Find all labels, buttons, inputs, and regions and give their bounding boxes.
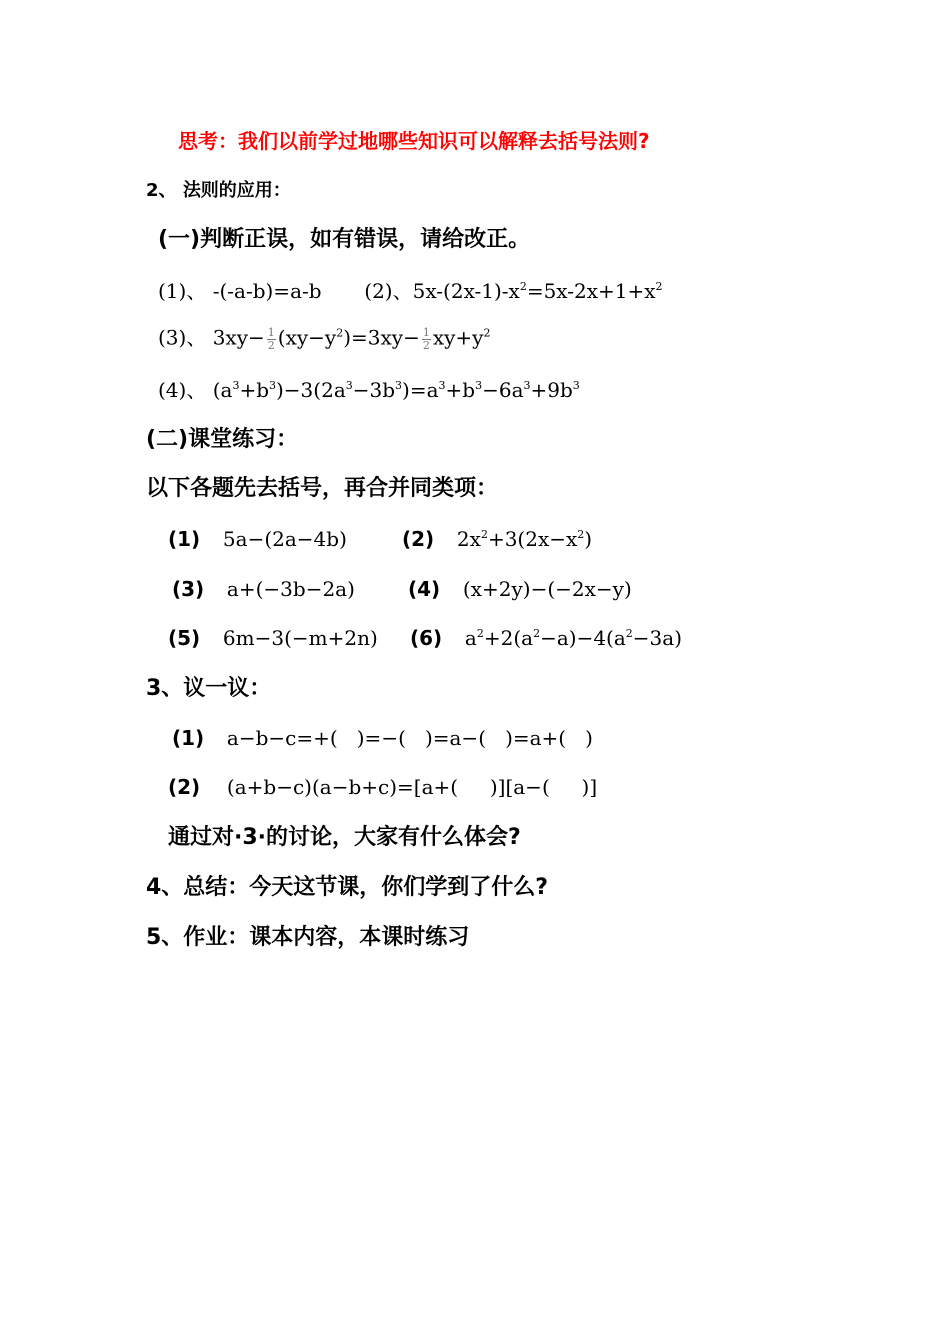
discussion-2: [168, 777, 597, 797]
p1-expr: 5a−(2a−4b): [222, 527, 347, 551]
p5-label: (5): [168, 626, 201, 650]
section-2-heading: [146, 182, 291, 200]
q4-part-c: )−3(2a: [276, 378, 346, 402]
section-title: 法则的应用：: [182, 180, 291, 201]
q1-label: (1)、: [158, 279, 207, 303]
d2-label: (2): [168, 775, 201, 799]
p6-part-d: −3a): [632, 626, 682, 650]
q3-fraction-2: [422, 327, 431, 351]
p6-part-c: −a)−4(a: [540, 626, 626, 650]
p5-expr: 6m−3(−m+2n): [222, 626, 378, 650]
practice-5: [168, 628, 378, 648]
practice-3: [172, 579, 355, 599]
p6-part-b: +2(a: [483, 626, 534, 650]
d1-expr: a−b−c=+( )=−( )=a−( )=a+( ): [226, 726, 593, 750]
p2-label: (2): [402, 527, 435, 551]
q4-exp: 3: [523, 378, 531, 392]
p2-exp: 2: [577, 527, 585, 541]
section-3-heading: 3、议一议：: [146, 676, 272, 701]
q4-part-h: +9b: [530, 378, 573, 402]
section-4-summary: 4、总结：今天这节课，你们学到了什么?: [146, 875, 549, 900]
practice-1: [168, 529, 347, 549]
p4-expr: (x+2y)−(−2x−y): [462, 577, 632, 601]
p3-label: (3): [172, 577, 205, 601]
q4-part-d: −3b: [352, 378, 396, 402]
q4-part-f: +b: [445, 378, 476, 402]
q1-expr: -(-a-b)=a-b: [212, 279, 322, 303]
p1-label: (1): [168, 527, 201, 551]
section-5-homework: 5、作业：课本内容，本课时练习: [146, 925, 470, 950]
q4-part-a: (a: [212, 378, 233, 402]
p6-exp: 2: [533, 626, 541, 640]
q2-expr-a: 5x-(2x-1)-x: [412, 279, 520, 303]
part-2-instruction: 以下各题先去括号，再合并同类项：: [146, 476, 499, 501]
discussion-1: [172, 728, 593, 748]
fraction-denominator: 2: [422, 338, 430, 352]
p2-exp: 2: [480, 527, 488, 541]
fraction-numerator: 1: [267, 326, 275, 339]
part-2-title: (二)课堂练习：: [146, 427, 299, 452]
q3-part-a: 3xy−: [212, 325, 265, 350]
q3-part-c: )=3xy−: [343, 325, 420, 350]
q2-label: (2)、: [364, 279, 413, 303]
q3-part-d: xy+y: [432, 325, 484, 350]
exercise-row-3: [158, 327, 490, 351]
q4-exp: 3: [475, 378, 483, 392]
section-number: 2、: [146, 180, 177, 201]
p3-expr: a+(−3b−2a): [226, 577, 355, 601]
q4-exp: 3: [269, 378, 276, 392]
q4-exp: 3: [572, 378, 580, 392]
p6-exp: 2: [476, 626, 484, 640]
q3-fraction-1: [267, 327, 276, 351]
q4-exp: 3: [345, 378, 353, 392]
q4-label: (4)、: [158, 378, 207, 402]
part-1-title: (一)判断正误，如有错误，请给改正。: [158, 227, 531, 252]
q2-exp-2: 2: [655, 279, 663, 293]
q4-exp: 3: [232, 378, 240, 392]
q2-expr-b: =5x-2x+1+x: [526, 279, 656, 303]
q3-exp-1: 2: [336, 326, 344, 340]
d2-expr: (a+b−c)(a−b+c)=[a+( )][a−( )]: [226, 775, 598, 799]
exercise-row-4: [158, 380, 580, 400]
p4-label: (4): [408, 577, 441, 601]
q4-part-b: +b: [239, 378, 269, 402]
practice-6: [410, 628, 682, 648]
p2-part-a: 2x: [456, 527, 481, 551]
q2-exp-1: 2: [519, 279, 527, 293]
q4-part-g: −6a: [482, 378, 524, 402]
p2-part-c: ): [584, 527, 593, 551]
p2-part-b: +3(2x−x: [487, 527, 578, 551]
q4-exp: 3: [438, 378, 446, 392]
fraction-numerator: 1: [422, 326, 430, 339]
fraction-denominator: 2: [267, 338, 275, 352]
q3-part-b: (xy−y: [277, 325, 337, 350]
practice-2: [402, 529, 592, 549]
exercise-row-1: [158, 281, 663, 301]
reflection-question: 通过对·3·的讨论，大家有什么体会?: [168, 825, 521, 850]
practice-4: [408, 579, 632, 599]
d1-label: (1): [172, 726, 205, 750]
p6-exp: 2: [625, 626, 633, 640]
q3-exp-2: 2: [483, 326, 491, 340]
p6-label: (6): [410, 626, 443, 650]
q3-label: (3)、: [158, 325, 207, 350]
q4-part-e: )=a: [402, 378, 439, 402]
p6-part-a: a: [464, 626, 477, 650]
think-question: 思考：我们以前学过地哪些知识可以解释去括号法则?: [178, 129, 650, 153]
q4-exp: 3: [395, 378, 403, 392]
